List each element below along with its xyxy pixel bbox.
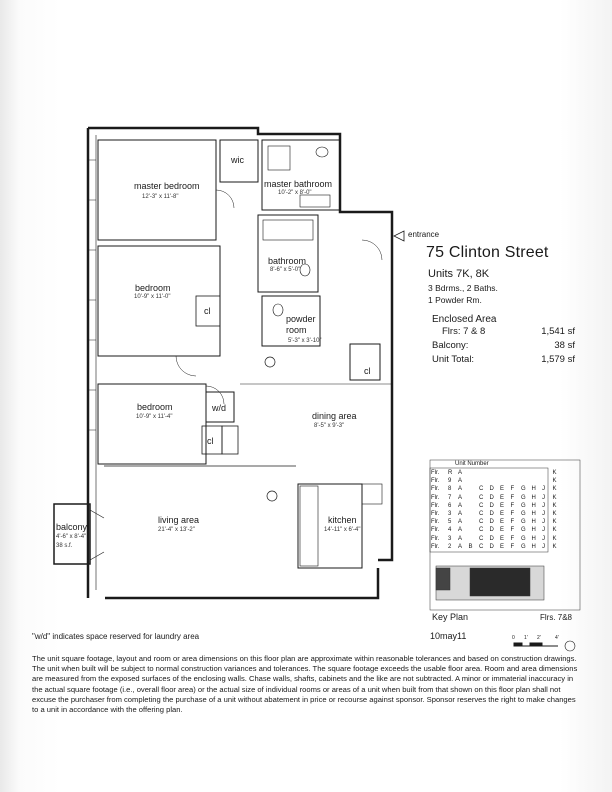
area-row-label-floors: Flrs: 7 & 8: [442, 326, 486, 337]
scale-tick-1: 1': [524, 635, 528, 641]
key-plan-floor-label: Flr.: [431, 478, 440, 485]
key-plan-unit-cell: C: [479, 527, 484, 534]
powder-room-label: powder room: [286, 314, 316, 335]
key-plan-unit-cell: K: [552, 478, 557, 485]
bedroom-2-label: bedroom: [137, 402, 173, 412]
key-plan-unit-cell: F: [510, 543, 515, 550]
powder-room-count: 1 Powder Rm.: [428, 295, 482, 305]
scale-tick-2: 2': [537, 635, 541, 641]
key-plan-unit-cell: D: [489, 511, 494, 517]
key-plan-floor-label: Flr.: [431, 494, 440, 501]
washer-dryer-label: w/d: [212, 403, 227, 413]
area-row-label-total: Unit Total:: [432, 354, 475, 365]
key-plan-unit-cell: H: [531, 511, 536, 517]
area-row-value-total: 1,579 sf: [541, 354, 575, 365]
key-plan-label: Key Plan: [432, 612, 469, 622]
key-plan-unit-cell: A: [458, 543, 463, 550]
key-plan-unit-cell: D: [489, 535, 494, 542]
key-plan-unit-cell: D: [489, 494, 494, 501]
scale-tick-0: 0: [512, 635, 515, 641]
key-plan-unit-cell: D: [489, 486, 494, 493]
key-plan-unit-cell: K: [552, 494, 557, 501]
units-label: Units 7K, 8K: [428, 268, 490, 280]
key-plan-unit-cell: F: [510, 486, 515, 493]
master-bathroom-label: master bathroom: [264, 179, 333, 189]
key-plan-unit-cell: E: [500, 511, 505, 517]
key-plan-floor-label: Flr.: [431, 470, 440, 476]
key-plan-floor-number: 6: [448, 502, 452, 509]
key-plan-unit-cell: A: [458, 494, 463, 501]
plan-date: 10may11: [430, 631, 467, 641]
balcony-label: balcony: [56, 522, 88, 532]
balcony-dim: 4'-6" x 8'-4": [56, 534, 87, 540]
dining-area-label: dining area: [312, 411, 357, 421]
key-plan-unit-cell: K: [552, 527, 557, 534]
key-plan-unit-cell: J: [542, 502, 545, 509]
bedroom-1-label: bedroom: [135, 283, 171, 293]
enclosed-area-heading: Enclosed Area: [432, 314, 497, 325]
key-plan-unit-cell: F: [510, 527, 515, 534]
key-plan-unit-cell: G: [521, 535, 526, 542]
bedrooms-baths: 3 Bdrms., 2 Baths.: [428, 283, 498, 293]
kitchen-label: kitchen: [328, 515, 357, 525]
key-plan-floor-number: 3: [448, 535, 452, 542]
key-plan-unit-cell: G: [521, 511, 526, 517]
key-plan-unit-cell: A: [458, 470, 463, 476]
key-plan-unit-cell: E: [500, 527, 505, 534]
key-plan-unit-cell: A: [458, 502, 463, 509]
key-plan-unit-cell: F: [510, 502, 515, 509]
key-plan-floors: Flrs. 7&8: [540, 613, 573, 622]
closet-label-3: cl: [364, 366, 371, 376]
key-plan-floor-label: Flr.: [431, 486, 440, 493]
key-plan-unit-cell: F: [510, 519, 515, 526]
key-plan-unit-cell: K: [552, 543, 557, 550]
key-plan-unit-cell: D: [489, 543, 494, 550]
powder-room-dim: 5'-3" x 3'-10": [288, 338, 322, 344]
wic-label: wic: [231, 155, 244, 165]
scale-tick-4: 4': [555, 635, 559, 641]
key-plan-unit-cell: E: [500, 502, 505, 509]
key-plan-unit-cell: K: [552, 511, 557, 517]
key-plan-unit-cell: C: [479, 535, 484, 542]
key-plan-unit-cell: B: [468, 543, 473, 550]
key-plan-unit-cell: A: [458, 511, 463, 517]
key-plan-unit-cell: H: [531, 502, 536, 509]
area-row-value-balcony: 38 sf: [554, 340, 575, 351]
key-plan-unit-cell: F: [510, 494, 515, 501]
living-area-dim: 21'-4" x 13'-2": [158, 527, 195, 533]
key-plan-unit-cell: H: [531, 494, 536, 501]
key-plan-unit-cell: A: [458, 519, 463, 526]
key-plan-unit-cell: F: [510, 511, 515, 517]
key-plan-unit-cell: J: [542, 535, 545, 542]
key-plan-unit-cell: C: [479, 543, 484, 550]
key-plan-floor-number: 9: [448, 478, 452, 485]
key-plan-floor-label: Flr.: [431, 511, 440, 517]
key-plan-floor-label: Flr.: [431, 519, 440, 526]
dining-area-dim: 8'-5" x 9'-3": [314, 423, 345, 429]
key-plan-unit-cell: G: [521, 502, 526, 509]
area-row-value-floors: 1,541 sf: [541, 326, 575, 337]
key-plan-unit-cell: C: [479, 502, 484, 509]
key-plan-unit-cell: D: [489, 502, 494, 509]
key-plan-unit-cell: J: [542, 543, 545, 550]
key-plan-floor-number: R: [448, 470, 453, 476]
key-plan-unit-cell: E: [500, 535, 505, 542]
key-plan-unit-cell: E: [500, 494, 505, 501]
bathroom-label: bathroom: [268, 256, 307, 266]
key-plan-unit-cell: H: [531, 519, 536, 526]
key-plan-floor-number: 5: [448, 519, 452, 526]
key-plan-unit-cell: G: [521, 486, 526, 493]
key-plan-floor-label: Flr.: [431, 502, 440, 509]
master-bedroom-dim: 12'-3" x 11'-8": [142, 194, 179, 200]
kitchen-dim: 14'-11" x 6'-4": [324, 527, 361, 533]
key-plan-unit-cell: K: [552, 502, 557, 509]
unit-number-header: Unit Number: [455, 461, 489, 467]
key-plan-unit-cell: A: [458, 486, 463, 493]
bedroom-1-dim: 10'-9" x 11'-0": [134, 294, 171, 300]
key-plan-unit-cell: J: [542, 511, 545, 517]
key-plan-unit-cell: H: [531, 527, 536, 534]
key-plan-unit-cell: C: [479, 486, 484, 493]
bedroom-2-dim: 10'-9" x 11'-4": [136, 414, 173, 420]
key-plan-unit-cell: K: [552, 470, 557, 476]
key-plan-unit-cell: A: [458, 535, 463, 542]
master-bathroom-dim: 10'-2" x 8'-0": [278, 190, 312, 196]
key-plan-floor-number: 3: [448, 511, 452, 517]
key-plan-unit-cell: E: [500, 519, 505, 526]
key-plan-unit-cell: D: [489, 527, 494, 534]
key-plan-unit-cell: K: [552, 486, 557, 493]
key-plan-unit-cell: F: [510, 535, 515, 542]
key-plan-floor-label: Flr.: [431, 535, 440, 542]
living-area-label: living area: [158, 515, 200, 525]
key-plan-floor-label: Flr.: [431, 527, 440, 534]
key-plan-unit-cell: G: [521, 494, 526, 501]
balcony-area: 38 s.f.: [56, 543, 73, 549]
key-plan-unit-cell: C: [479, 494, 484, 501]
key-plan-unit-cell: H: [531, 535, 536, 542]
key-plan-floor-number: 7: [448, 494, 452, 501]
key-plan-unit-cell: J: [542, 486, 545, 493]
key-plan-unit-cell: A: [458, 478, 463, 485]
key-plan-unit-cell: K: [552, 535, 557, 542]
key-plan-unit-cell: G: [521, 519, 526, 526]
key-plan-unit-cell: J: [542, 519, 545, 526]
building-title: 75 Clinton Street: [426, 244, 549, 261]
key-plan-unit-cell: G: [521, 527, 526, 534]
key-plan-unit-cell: A: [458, 527, 463, 534]
key-plan-unit-cell: D: [489, 519, 494, 526]
wd-note: "w/d" indicates space reserved for laundry area: [32, 632, 200, 641]
bathroom-dim: 8'-6" x 5'-0": [270, 267, 301, 273]
area-row-label-balcony: Balcony:: [432, 340, 469, 351]
key-plan-unit-cell: H: [531, 486, 536, 493]
closet-label-1: cl: [204, 306, 211, 316]
closet-label-2: cl: [207, 436, 214, 446]
key-plan-unit-cell: C: [479, 511, 484, 517]
key-plan-floor-number: 8: [448, 486, 452, 493]
key-plan-floor-label: Flr.: [431, 543, 440, 550]
key-plan-unit-cell: K: [552, 519, 557, 526]
key-plan-unit-cell: E: [500, 486, 505, 493]
key-plan-unit-cell: H: [531, 543, 536, 550]
key-plan-floor-number: 2: [448, 543, 452, 550]
key-plan-floor-number: 4: [448, 527, 452, 534]
disclaimer-text: The unit square footage, layout and room or area dimensions on this floor plan are approximate within reasonable tolerances and based on construction drawings. The unit when built will be subject to normal construction variances and tolerances. The square footage exceeds the usable floor area. Room and area dimensions are measured from the exposed surfaces of the enclosing walls. Chase walls, shafts, cabinets and the like are not subtracted. A minor or immaterial inaccuracy in the actual square footage (i.e., overall floor area) or the actual size of individual rooms or areas of a unit when built from that shown on this floor plan shall not excuse the purchaser from completing the purchase of a unit without abatement in price or recourse against sponsor. Sponsor reserves the right to make changes to a unit in accordance with the offering plan.: [32, 654, 578, 715]
key-plan-unit-cell: C: [479, 519, 484, 526]
key-plan-unit-cell: G: [521, 543, 526, 550]
key-plan-unit-cell: J: [542, 494, 545, 501]
key-plan-unit-cell: E: [500, 543, 505, 550]
key-plan-unit-cell: J: [542, 527, 545, 534]
master-bedroom-label: master bedroom: [134, 181, 200, 191]
entrance-label: entrance: [408, 230, 440, 239]
